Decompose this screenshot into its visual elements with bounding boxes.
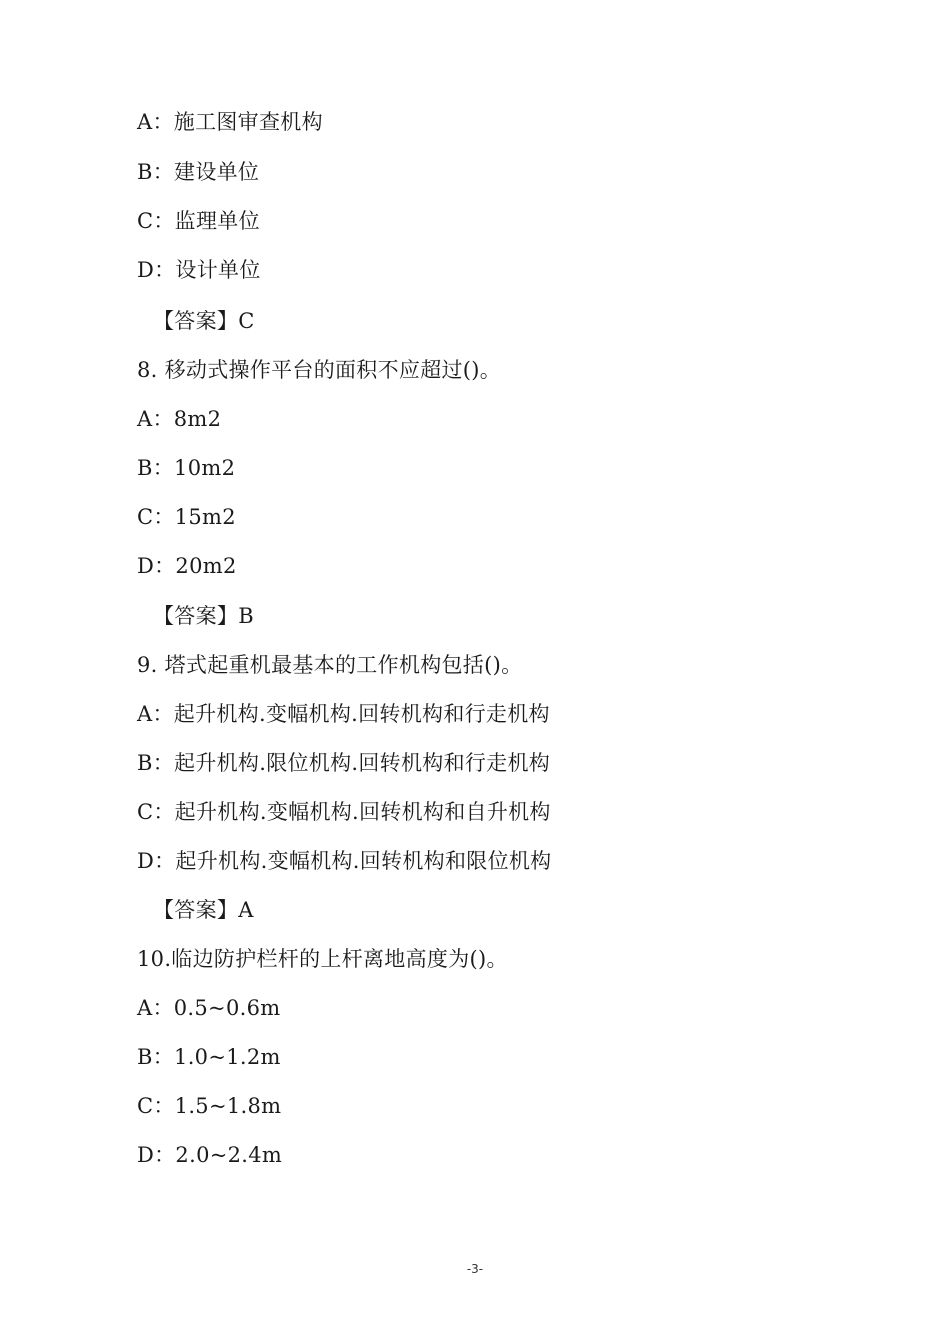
q8-option-b: B：10m2: [137, 456, 236, 480]
q9-answer: 【答案】A: [153, 898, 254, 922]
q10-option-d: D：2.0~2.4m: [137, 1143, 283, 1167]
q7-answer: 【答案】C: [153, 309, 255, 333]
q10-question: 10.临边防护栏杆的上杆离地高度为()。: [137, 947, 508, 971]
page-number: -3-: [466, 1262, 484, 1276]
q8-question: 8. 移动式操作平台的面积不应超过()。: [137, 358, 502, 382]
q8-option-c: C：15m2: [137, 505, 236, 529]
q9-question: 9. 塔式起重机最基本的工作机构包括()。: [137, 653, 523, 677]
q8-option-a: A：8m2: [137, 407, 222, 431]
q9-option-c: C：起升机构.变幅机构.回转机构和自升机构: [137, 800, 551, 824]
q7-option-c: C：监理单位: [137, 209, 260, 233]
q9-option-d: D：起升机构.变幅机构.回转机构和限位机构: [137, 849, 552, 873]
q7-option-b: B：建设单位: [137, 160, 260, 184]
q10-option-b: B：1.0~1.2m: [137, 1045, 281, 1069]
q10-option-c: C：1.5~1.8m: [137, 1094, 282, 1118]
q9-option-b: B：起升机构.限位机构.回转机构和行走机构: [137, 751, 551, 775]
q7-option-d: D：设计单位: [137, 258, 261, 282]
q8-answer: 【答案】B: [153, 604, 254, 628]
q7-option-a: A：施工图审查机构: [137, 110, 323, 134]
q10-option-a: A：0.5~0.6m: [137, 996, 281, 1020]
q9-option-a: A：起升机构.变幅机构.回转机构和行走机构: [137, 702, 550, 726]
q8-option-d: D：20m2: [137, 554, 237, 578]
